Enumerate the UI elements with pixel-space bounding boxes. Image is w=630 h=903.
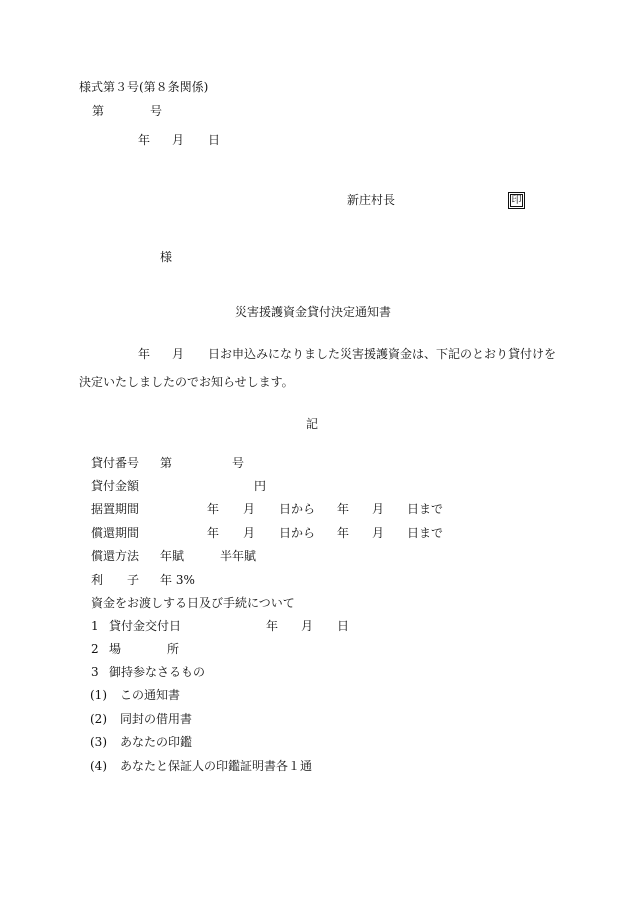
loan-number-label: 貸付番号 [91,456,140,470]
step1-label: 貸付金交付日 [109,619,182,633]
repayment-period-label: 償還期間 [91,526,140,540]
date-day: 日 [208,133,221,147]
step2-label-2: 所 [167,642,180,656]
loan-number-suffix: 号 [232,456,245,470]
date-year: 年 [138,133,151,147]
deferment-month1: 月 [243,502,256,516]
seal-text: 印 [511,195,522,206]
interest-label-1: 利 [91,573,104,587]
step3-number: 3 [91,665,99,679]
repayment-period-year1: 年 [207,526,220,540]
form-number-suffix: 号 [150,104,163,118]
body-line2-text: 決定いたしましたのでお知らせします。 [79,375,294,389]
addressee-honorific: 様 [160,250,173,264]
document-title: 災害援護資金貸付決定通知書 [235,305,392,319]
procedure-heading: 資金をお渡しする日及び手続について [91,596,295,610]
thing-2-number: (2) [90,712,107,726]
thing-1-number: (1) [90,688,107,702]
repayment-period-month1: 月 [243,526,256,540]
repayment-period-until: 日まで [407,526,444,540]
interest-rate: 年 3% [160,573,195,587]
repayment-period-year2: 年 [337,526,350,540]
seal-mark [508,192,525,209]
repayment-method-annual: 年賦 [160,549,185,563]
issuer-name: 新庄村長 [347,193,396,207]
form-label: 様式第３号(第８条関係) [79,80,209,94]
step1-number: 1 [91,619,99,633]
step2-label-1: 場 [109,642,122,656]
date-month: 月 [172,133,185,147]
body-year: 年 [138,347,151,361]
body-line1-text: 日お申込みになりました災害援護資金は、下記のとおり貸付けを [208,347,557,361]
body-month: 月 [172,347,185,361]
loan-amount-unit: 円 [254,479,267,493]
thing-3-number: (3) [90,735,107,749]
repayment-period-from: 日から [279,526,316,540]
thing-4-text: あなたと保証人の印鑑証明書各１通 [120,759,313,773]
step3-label: 御持参なさるもの [109,665,206,679]
form-number-prefix: 第 [92,104,105,118]
loan-amount-label: 貸付金額 [91,479,140,493]
deferment-month2: 月 [372,502,385,516]
step1-year: 年 [266,619,279,633]
deferment-from: 日から [279,502,316,516]
thing-3-text: あなたの印鑑 [120,735,193,749]
deferment-until: 日まで [407,502,444,516]
repayment-method-label: 償還方法 [91,549,140,563]
ki-heading: 記 [306,417,319,431]
step1-day: 日 [337,619,350,633]
loan-number-prefix: 第 [160,456,173,470]
interest-label-2: 子 [127,573,140,587]
repayment-method-semiannual: 半年賦 [220,549,257,563]
step2-number: 2 [91,642,99,656]
thing-1-text: この通知書 [120,688,181,702]
thing-4-number: (4) [90,759,107,773]
step1-month: 月 [301,619,314,633]
deferment-year1: 年 [207,502,220,516]
deferment-year2: 年 [337,502,350,516]
thing-2-text: 同封の借用書 [120,712,193,726]
repayment-period-month2: 月 [372,526,385,540]
deferment-label: 据置期間 [91,502,140,516]
